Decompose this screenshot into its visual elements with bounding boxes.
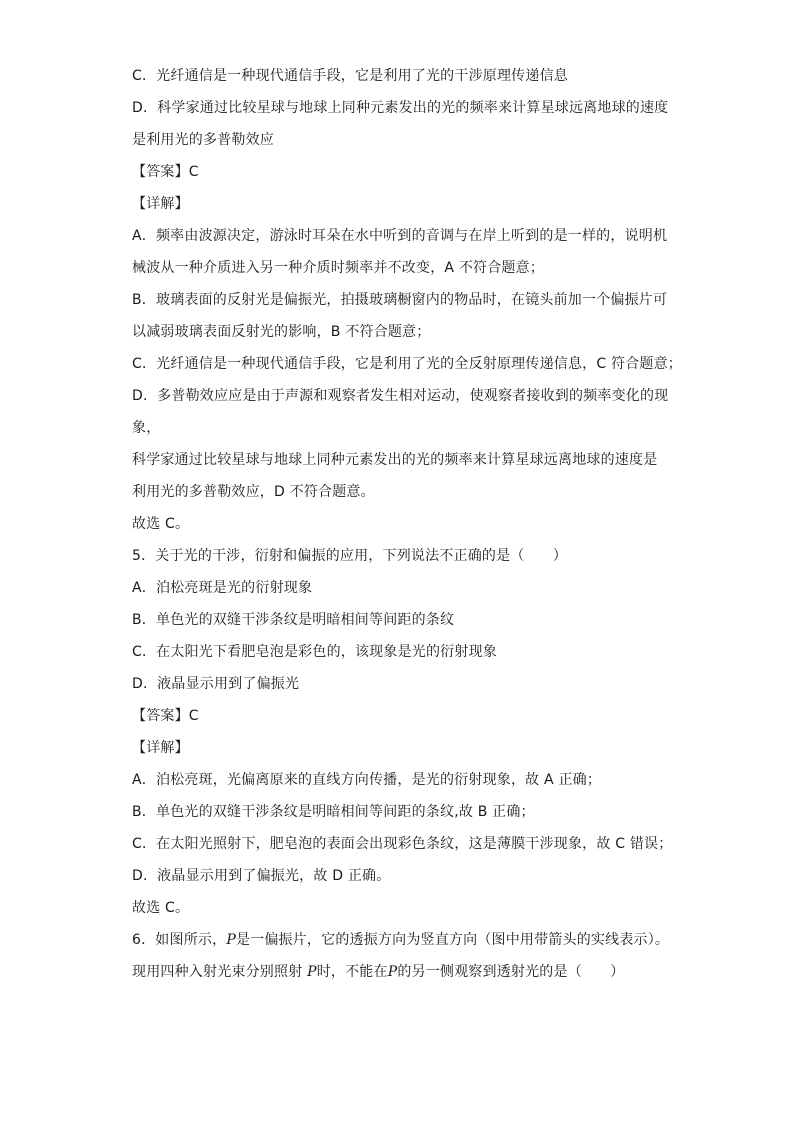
q6-text: 6．如图所示， bbox=[132, 932, 227, 948]
text-line: 象， bbox=[132, 420, 161, 436]
text-line: C．光纤通信是一种现代通信手段，它是利用了光的干涉原理传递信息 bbox=[132, 68, 568, 84]
text-line: A．频率由波源决定，游泳时耳朵在水中听到的音调与在岸上听到的是一样的，说明机 bbox=[132, 228, 668, 244]
conclusion-line: 故选 C。 bbox=[132, 900, 190, 916]
text-line: D．科学家通过比较星球与地球上同种元素发出的光的频率来计算星球远离地球的速度 bbox=[132, 100, 669, 116]
option-c: C．在太阳光下看肥皂泡是彩色的，该现象是光的衍射现象 bbox=[132, 644, 497, 660]
q6-text: 时，不能在 bbox=[316, 964, 388, 980]
answer-label: 【答案】C bbox=[132, 164, 199, 180]
conclusion-line: 故选 C。 bbox=[132, 516, 190, 532]
question-5-stem: 5．关于光的干涉，衍射和偏振的应用，下列说法不正确的是（ ） bbox=[132, 548, 568, 564]
option-b: B．单色光的双缝干涉条纹是明暗相间等间距的条纹 bbox=[132, 612, 455, 628]
option-d: D．液晶显示用到了偏振光 bbox=[132, 676, 300, 692]
text-line: 利用光的多普勒效应，D 不符合题意。 bbox=[132, 484, 375, 500]
text-line: 以减弱玻璃表面反射光的影响，B 不符合题意； bbox=[132, 324, 431, 340]
q6-text: 的另一侧观察到透射光的是（ ） bbox=[397, 964, 625, 980]
text-line: D．液晶显示用到了偏振光，故 D 正确。 bbox=[132, 868, 391, 884]
question-6-stem-line-2 bbox=[132, 956, 672, 988]
text-line: B．单色光的双缝干涉条纹是明暗相间等间距的条纹,故 B 正确； bbox=[132, 804, 535, 820]
answer-label: 【答案】C bbox=[132, 708, 199, 724]
text-line: 科学家通过比较星球与地球上同种元素发出的光的频率来计算星球远离地球的速度是 bbox=[132, 452, 658, 468]
explanation-label: 【详解】 bbox=[132, 196, 189, 212]
question-6-stem-line-1 bbox=[132, 924, 672, 956]
text-line: B．玻璃表面的反射光是偏振光，拍摄玻璃橱窗内的物品时，在镜头前加一个偏振片可 bbox=[132, 292, 668, 308]
explanation-label: 【详解】 bbox=[132, 740, 189, 756]
q6-text: 现用四种入射光束分别照射 bbox=[132, 964, 308, 980]
q6-var-p: P bbox=[307, 964, 317, 980]
q6-var-p: P bbox=[387, 964, 398, 980]
q6-text: 是一偏振片，它的透振方向为竖直方向（图中用带箭头的实线表示）。 bbox=[235, 932, 670, 948]
text-line: 械波从一种介质进入另一种介质时频率并不改变，A 不符合题意； bbox=[132, 260, 545, 276]
text-line: C．在太阳光照射下，肥皂泡的表面会出现彩色条纹，这是薄膜干涉现象，故 C 错误； bbox=[132, 836, 673, 852]
option-a: A．泊松亮斑是光的衍射现象 bbox=[132, 580, 313, 596]
text-line: C．光纤通信是一种现代通信手段，它是利用了光的全反射原理传递信息，C 符合题意； bbox=[132, 356, 682, 372]
text-line: A．泊松亮斑，光偏离原来的直线方向传播，是光的衍射现象，故 A 正确； bbox=[132, 772, 602, 788]
text-line: D．多普勒效应应是由于声源和观察者发生相对运动，使观察者接收到的频率变化的现 bbox=[132, 388, 669, 404]
text-line: 是利用光的多普勒效应 bbox=[132, 132, 274, 148]
document-page bbox=[132, 60, 682, 988]
q6-var-p: P bbox=[226, 932, 236, 948]
